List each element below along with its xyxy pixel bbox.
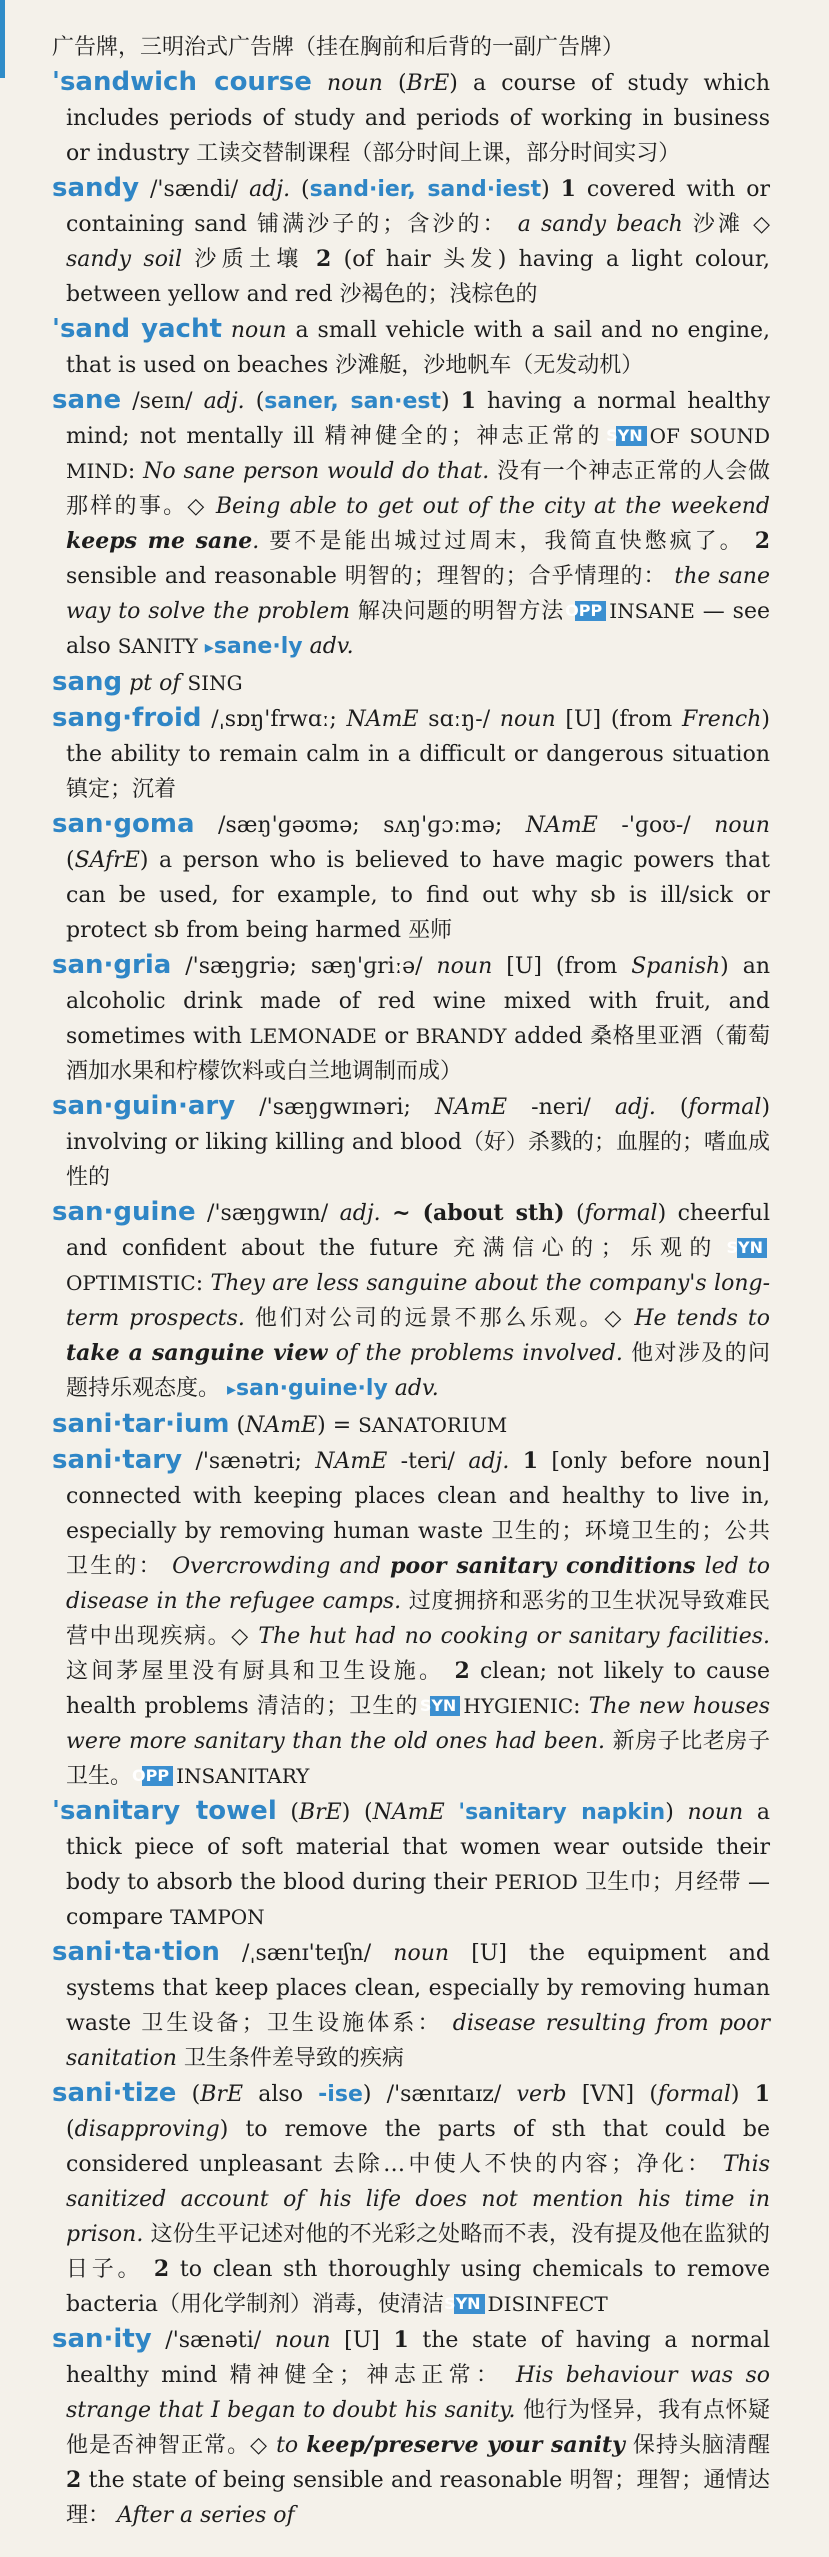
entry-sanity: san·ity /'sænəti/ noun [U] 1 the state of having a normal healthy mind 精神健全；神志正常： His behaviour was so strange that I began to doubt his sanity. 他行为怪异，我有点怀疑他是否神智正常。◇ to keep/preserve your sanity 保持头脑清醒 2 the state of being sensible and reasonable 明智；理智；通情达理： After a series of — [52, 2324, 770, 2528]
entry-sanguinary: san·guin·ary /'sæŋɡwɪnəri; NAmE -neri/ adj. (formal) involving or liking killing and blood（好）杀戮的；血腥的；嗜血成性的 — [52, 1091, 771, 1190]
entry-sanitary-towel: 'sanitary towel (BrE) (NAmE 'sanitary napkin) noun a thick piece of soft material that women wear outside their body to absorb the blood during their PERIOD 卫生巾；月经带 — compare TAMPON — [52, 1796, 771, 1930]
dictionary-column — [52, 30, 770, 2533]
entry-sangria: san·gria /'sæŋɡriə; sæŋ'ɡriːə/ noun [U] (from Spanish) an alcoholic drink made of red wine mixed with fruit, and sometimes with LEMONADE or BRANDY added 桑格里亚酒（葡萄酒加水果和柠檬饮料或白兰地调制而成） — [52, 950, 771, 1084]
entry-sanitize: sani·tize (BrE also -ise) /'sænɪtaɪz/ verb [VN] (formal) 1 (disapproving) to remove the parts of sth that could be considered unpleasant 去除…中使人不快的内容；净化： This sanitized account of his life does not mention his time in prison. 这份生平记述对他的不光彩之处略而不表，没有提及他在监狱的日子。 2 to clean sth thoroughly using chemicals to remove bacteria（用化学制剂）消毒，使清洁 SYN DISINFECT — [52, 2078, 771, 2317]
entry-sane: sane /seɪn/ adj. (saner, san·est) 1 having a normal healthy mind; not mentally ill 精神健全的；神志正常的 SYN OF SOUND MIND: No sane person would do that. 没有一个神志正常的人会做那样的事。◇ Being able to get out of the city at the weekend keeps me sane. 要不是能出城过过周末，我简直快憋疯了。 2 sensible and reasonable 明智的；理智的；合乎情理的： the sane way to solve the problem 解决问题的明智方法 OPP INSANE — see also SANITY ▸sane·ly adv. — [52, 385, 771, 659]
entry-sandwich-course: 'sandwich course noun (BrE) a course of study which includes periods of study and periods of working in business or industry 工读交替制课程（部分时间上课，部分时间实习） — [52, 67, 770, 166]
section-edge-marker — [0, 0, 5, 78]
entry-continuation: 广告牌，三明治式广告牌（挂在胸前和后背的一副广告牌） — [52, 35, 625, 60]
entry-sangoma: san·goma /sæŋ'ɡəʊmə; sʌŋ'ɡɔːmə; NAmE -'ɡoʊ-/ noun (SAfrE) a person who is believed to have magic powers that can be used, for example, to find out why sb is ill/sick or protect sb from being harmed 巫师 — [52, 809, 770, 943]
entry-sangfroid: sang·froid /ˌsɒŋ'frwɑː; NAmE sɑːŋ-/ noun [U] (from French) the ability to remain calm in a difficult or dangerous situation 镇定；沉着 — [52, 703, 770, 802]
entry-sanitation: sani·ta·tion /ˌsænɪ'teɪʃn/ noun [U] the equipment and systems that keep places clean, especially by removing human waste 卫生设备；卫生设施体系： disease resulting from poor sanitation 卫生条件差导致的疾病 — [52, 1937, 770, 2071]
entry-sandy: sandy /'sændi/ adj. (sand·ier, sand·iest) 1 covered with or containing sand 铺满沙子的；含沙的： a sandy beach 沙滩 ◇ sandy soil 沙质土壤 2 (of hair 头发) having a light colour, between yellow and red 沙褐色的；浅棕色的 — [52, 173, 771, 307]
entry-sanguine: san·guine /'sæŋɡwɪn/ adj. ~ (about sth) (formal) cheerful and confident about the future 充满信心的；乐观的 SYNOPTIMISTIC: They are less sanguine about the company's long-term prospects. 他们对公司的远景不那么乐观。◇ He tends to take a sanguine view of the problems involved. 他对涉及的问题持乐观态度。 ▸san·guine·ly adv. — [52, 1197, 770, 1401]
entry-sang: sang pt of SING — [52, 667, 243, 697]
entry-sanitary: sani·tary /'sænətri; NAmE -teri/ adj. 1 [only before noun] connected with keeping places clean and healthy to live in, especially by removing human waste 卫生的；环境卫生的；公共卫生的： Overcrowding and poor sanitary conditions led to disease in the refugee camps. 过度拥挤和恶劣的卫生状况导致难民营中出现疾病。◇ The hut had no cooking or sanitary facilities. 这间茅屋里没有厨具和卫生设施。 2 clean; not likely to cause health problems 清洁的；卫生的 SYN HYGIENIC: The new houses were more sanitary than the old ones had been. 新房子比老房子卫生。 OPP INSANITARY — [52, 1445, 771, 1789]
entry-sanitarium: sani·tar·ium (NAmE) = SANATORIUM — [52, 1409, 508, 1439]
entry-sand-yacht: 'sand yacht noun a small vehicle with a sail and no engine, that is used on beaches 沙滩艇，沙地帆车（无发动机） — [52, 314, 771, 378]
